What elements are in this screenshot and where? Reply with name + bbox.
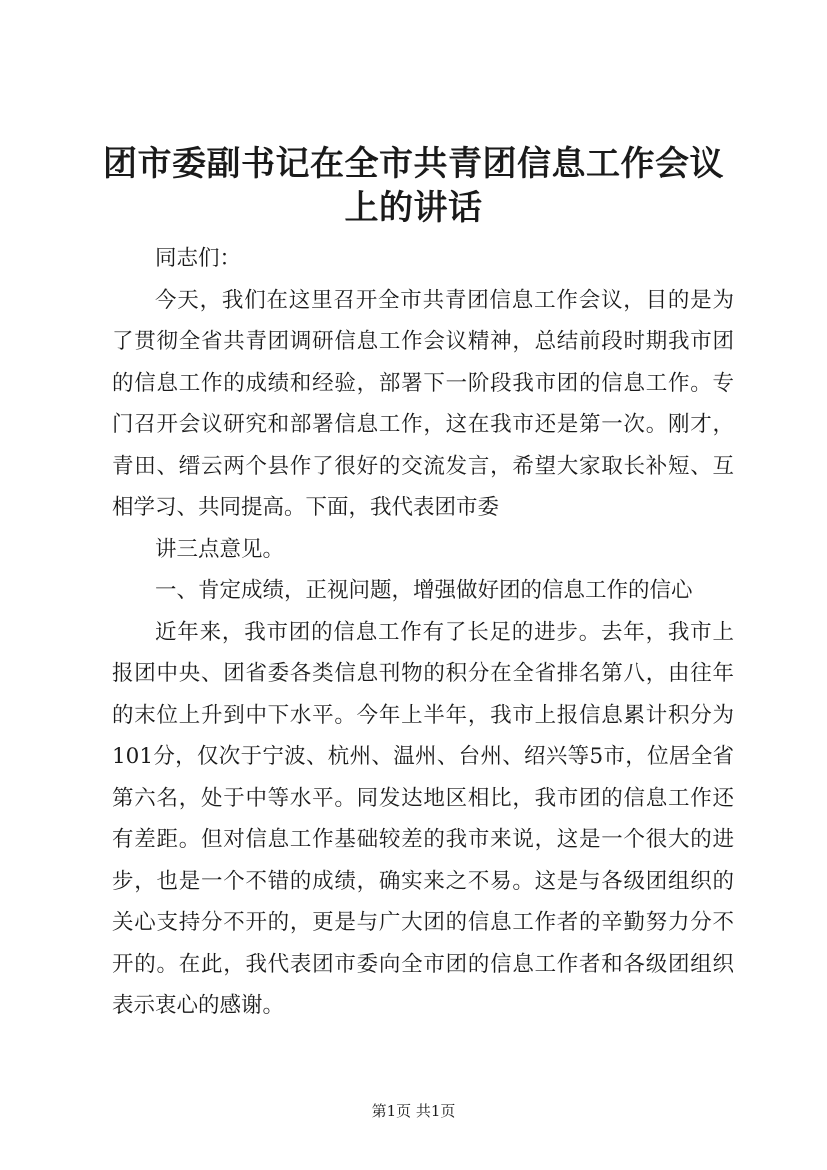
document-title: 团市委副书记在全市共青团信息工作会议上的讲话: [103, 144, 724, 228]
document-body: [112, 238, 734, 1027]
section-heading-one: 一、肯定成绩，正视问题，增强做好团的信息工作的信心: [155, 578, 693, 603]
paragraph-achievements: 近年来，我市团的信息工作有了长足的进步。去年，我市上报团中央、团省委各类信息刊物的积分在全省排名第八，由往年的末位上升到中下水平。今年上半年，我市上报信息累计积分为101分，仅次于宁波、杭州、温州、台州、绍兴等5市，位居全省第六名，处于中等水平。同发达地区相比，我市团的信息工作还有差距。但对信息工作基础较差的我市来说，这是一个很大的进步，也是一个不错的成绩，确实来之不易。这是与各级团组织的关心支持分不开的，更是与广大团的信息工作者的辛勤努力分不开的。在此，我代表团市委向全市团的信息工作者和各级团组织表示衷心的感谢。: [112, 619, 734, 1018]
paragraph-salutation: 同志们：: [155, 246, 242, 271]
paragraph-intro-continued: 讲三点意见。: [155, 536, 285, 562]
page-footer: 第1页 共1页: [371, 1102, 456, 1120]
paragraph-intro: 今天，我们在这里召开全市共青团信息工作会议，目的是为了贯彻全省共青团调研信息工作会议精神，总结前段时期我市团的信息工作的成绩和经验，部署下一阶段我市团的信息工作。专门召开会议研究和部署信息工作，这在我市还是第一次。刚才，青田、缙云两个县作了很好的交流发言，希望大家取长补短、互相学习、共同提高。下面，我代表团市委: [112, 287, 734, 520]
